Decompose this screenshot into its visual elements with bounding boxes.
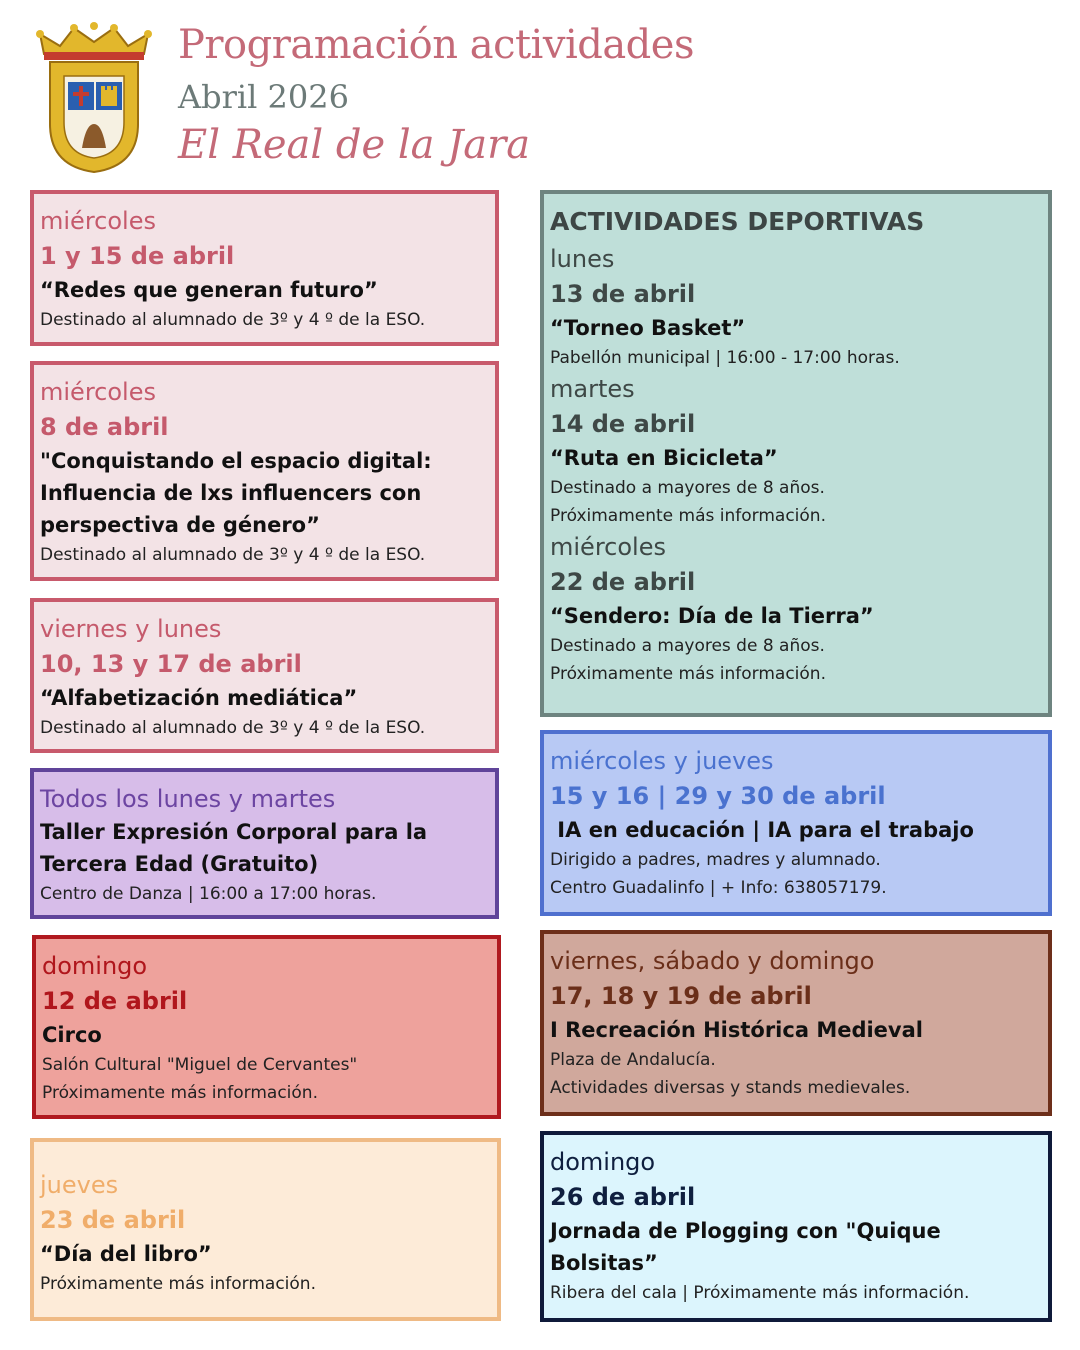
event-description: Próximamente más información. [42, 1083, 318, 1103]
event-day: miércoles y jueves [550, 747, 774, 775]
event-description: Centro de Danza | 16:00 a 17:00 horas. [40, 884, 377, 904]
event-card-conquistando [30, 361, 499, 581]
event-card-circo [32, 935, 501, 1119]
event-card-recreacion-medieval [540, 930, 1052, 1116]
event-description: Próximamente más información. [550, 664, 826, 684]
town-name: El Real de la Jara [178, 122, 531, 168]
event-day: miércoles [40, 378, 156, 406]
event-title: perspectiva de género” [40, 513, 320, 537]
event-title: “Ruta en Bicicleta” [550, 446, 778, 470]
event-day: Todos los lunes y martes [40, 785, 336, 813]
event-card-plogging [540, 1131, 1052, 1322]
event-date: 17, 18 y 19 de abril [550, 982, 812, 1010]
event-title: Influencia de lxs influencers con [40, 481, 422, 505]
event-description: Destinado al alumnado de 3º y 4 º de la ESO. [40, 545, 426, 565]
sports-section-heading: ACTIVIDADES DEPORTIVAS [550, 207, 925, 236]
event-day: martes [550, 375, 635, 403]
sports-activities-card [540, 190, 1052, 717]
event-day: lunes [550, 245, 615, 273]
event-description: Destinado al alumnado de 3º y 4 º de la ESO. [40, 718, 426, 738]
event-title: "Conquistando el espacio digital: [40, 449, 432, 473]
event-card-dia-del-libro [30, 1138, 501, 1321]
event-date: 15 y 16 | 29 y 30 de abril [550, 782, 886, 810]
event-title: I Recreación Histórica Medieval [550, 1018, 923, 1042]
event-date: 10, 13 y 17 de abril [40, 650, 302, 678]
event-card-expresion-corporal [30, 768, 499, 919]
event-title: Tercera Edad (Gratuito) [40, 852, 319, 876]
event-card-ia [540, 730, 1052, 916]
event-description: Actividades diversas y stands medievales. [550, 1078, 911, 1098]
page-title: Programación actividades [178, 22, 694, 68]
event-title: Bolsitas” [550, 1251, 658, 1275]
event-card-redes [30, 190, 499, 346]
event-card-alfabetizacion [30, 598, 499, 753]
event-date: 23 de abril [40, 1206, 186, 1234]
event-day: domingo [550, 1148, 656, 1176]
event-description: Dirigido a padres, madres y alumnado. [550, 850, 881, 870]
event-title: “Redes que generan futuro” [40, 278, 378, 302]
event-description: Destinado al alumnado de 3º y 4 º de la ESO. [40, 310, 426, 330]
event-description: Destinado a mayores de 8 años. [550, 636, 825, 656]
event-date: 13 de abril [550, 280, 696, 308]
event-date: 26 de abril [550, 1183, 696, 1211]
event-day: domingo [42, 952, 148, 980]
event-day: jueves [40, 1171, 119, 1199]
event-description: Próximamente más información. [40, 1274, 316, 1294]
event-description: Destinado a mayores de 8 años. [550, 478, 825, 498]
event-description: Plaza de Andalucía. [550, 1050, 716, 1070]
town-crest-logo [30, 20, 158, 176]
event-date: 1 y 15 de abril [40, 242, 235, 270]
event-day: miércoles [550, 533, 666, 561]
event-title: “Día del libro” [40, 1242, 212, 1266]
page-subtitle-month: Abril 2026 [178, 78, 349, 116]
event-title: “Alfabetización mediática” [40, 686, 358, 710]
event-date: 8 de abril [40, 413, 169, 441]
event-description: Pabellón municipal | 16:00 - 17:00 horas. [550, 348, 900, 368]
event-title: Jornada de Plogging con "Quique [550, 1219, 941, 1243]
event-day: miércoles [40, 207, 156, 235]
event-description: Salón Cultural "Miguel de Cervantes" [42, 1055, 358, 1075]
event-description: Ribera del cala | Próximamente más información. [550, 1283, 970, 1303]
event-date: 22 de abril [550, 568, 696, 596]
event-day: viernes y lunes [40, 615, 222, 643]
event-title: “Torneo Basket” [550, 316, 746, 340]
event-title: “Sendero: Día de la Tierra” [550, 604, 874, 628]
event-day: viernes, sábado y domingo [550, 947, 875, 975]
event-title: Taller Expresión Corporal para la [40, 820, 428, 844]
event-description: Centro Guadalinfo | + Info: 638057179. [550, 878, 887, 898]
event-date: 12 de abril [42, 987, 188, 1015]
event-title: IA en educación | IA para el trabajo [550, 818, 974, 842]
event-title: Circo [42, 1023, 102, 1047]
event-description: Próximamente más información. [550, 506, 826, 526]
event-date: 14 de abril [550, 410, 696, 438]
